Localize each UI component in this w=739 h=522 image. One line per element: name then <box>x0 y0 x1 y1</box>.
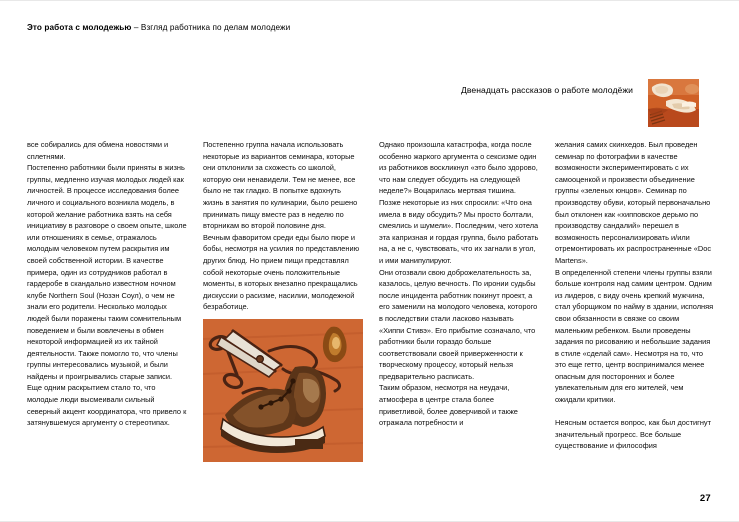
paragraph: Вечным фаворитом среди еды было пюре и бобы, несмотря на усилия по представлению других блюд. Но прием пищи представлял собой некоторые очень положительные моменты, в которых внезапно прекращались дискуссии о расизме, насилии, молодежной безработице. <box>203 232 360 312</box>
paragraph: Постепенно группа начала использовать некоторые из вариантов семинара, которые они отклонили за схожесть со школой, которую они ненавидели. Тем не менее, все было не так гладко. В попытке вдохнуть жизнь в занятия по кулинарии, было решено принимать пищу вместе раз в неделю по вторникам во второй половине дня. <box>203 140 358 231</box>
paragraph: желания самих скинхедов. Был проведен семинар по фотографии в качестве возможности экспериментировать с их самооценкой и произвести объединение группы «зеленых юнцов». Семинар по производству обуви, который первоначально был отклонен как «хипповское дерьмо по производству сандалий» перешел в возможность персонализировать и/или отремонтировать их распространенные «Doc Martens». <box>555 140 712 265</box>
hands-illustration-art <box>648 79 699 127</box>
page-number: 27 <box>699 493 711 504</box>
text-column-4 <box>555 139 715 499</box>
article-columns <box>27 139 715 499</box>
paragraph: Таким образом, несмотря на неудачи, атмосфера в центре стала более приветливой, более доверчивой и также отражала потребности и <box>379 383 518 428</box>
paragraph: Неясным остается вопрос, как был достигнут значительный прогресс. Все больше существование и философия <box>555 418 711 451</box>
running-header-subtitle: – Взгляд работника по делам молодежи <box>133 23 291 32</box>
running-header-title: Это работа с молодежью <box>27 23 132 32</box>
text-column-1 <box>27 139 187 499</box>
text-column-3 <box>379 139 539 499</box>
paragraph: Постепенно работники были приняты в жизнь группы, медленно изучая молодых людей как личностей. В процессе исследования более личного и социального возникла модель, в которой желание работника взять на себя инициативу в разговоре о своем опыте, школе или отношениях в семье, отражалось молодым человеком путем раскрытия им своей собственной истории. В качестве примера, один из сотрудников работал в гардеробе в скандально известном ночном клубе Northern Soul (Нозэн Соул), о чем не знали его родители. Несколько молодых людей были поражены таким сомнительным поведением и были вовлечены в обмен некоторой информацией из их тайной деятельности. Также помогло то, что члены группы интересовались музыкой, и были найдены и проигрывались старые записи. Еще одним раскрытием стало то, что молодые люди высмеивали сильный северный акцент координатора, что привело к затянувшемуся аргументу о стереотипах. <box>27 163 187 428</box>
paragraph: Однако произошла катастрофа, когда после особенно жаркого аргумента о сексизме один из работников воскликнул «это было здорово, что нам следует обсудить на следующей неделе?» Воцарилась мертвая тишина. Позже некоторые из них спросили: «Что она имела в виду обсудить? Мы просто болтали, смеялись и шумели». Последним, чего хотела эта капризная и гордая группа, было работать на, а не с, чувствовать, что их загнали в угол, и ими манипулируют. <box>379 140 539 265</box>
hands-illustration <box>648 79 699 127</box>
page-subtitle: Двенадцать рассказов о работе молодёжи <box>461 85 633 95</box>
text-column-2 <box>203 139 363 499</box>
paragraph-gap <box>555 406 715 418</box>
paragraph: В определенной степени члены группы взяли больше контроля над самим центром. Одним из лидеров, с виду очень крепкий мужчина, стал уборщиком по найму в здании, исполняя свои обязанности в связке со своим маленьким ребенком. Были проведены задания по рисованию и небольшие задания в стиле «сделай сам». Несмотря на то, что это еще гетто, центр воспринимался менее опасным для посторонних и более увлекательным для его жителей, чем ожидали критики. <box>555 267 714 405</box>
paragraph: Они отозвали свою доброжелательность за, казалось, целую вечность. По иронии судьбы после инцидента работник покинут проект, а его заменили на молодого человека, которого в последствии стали ласково называть «Хиппи Стивэ». Его прибытие созначало, что работники были гораздо больше соответствовали своей приверженности к творческому процессу, который нельзя предварительно расписать. <box>379 267 538 381</box>
paragraph: все собирались для обмена новостями и сплетнями. <box>27 140 169 161</box>
boot-scissors-illustration-art <box>203 319 363 462</box>
boot-scissors-illustration <box>203 319 363 462</box>
running-header <box>27 23 290 33</box>
